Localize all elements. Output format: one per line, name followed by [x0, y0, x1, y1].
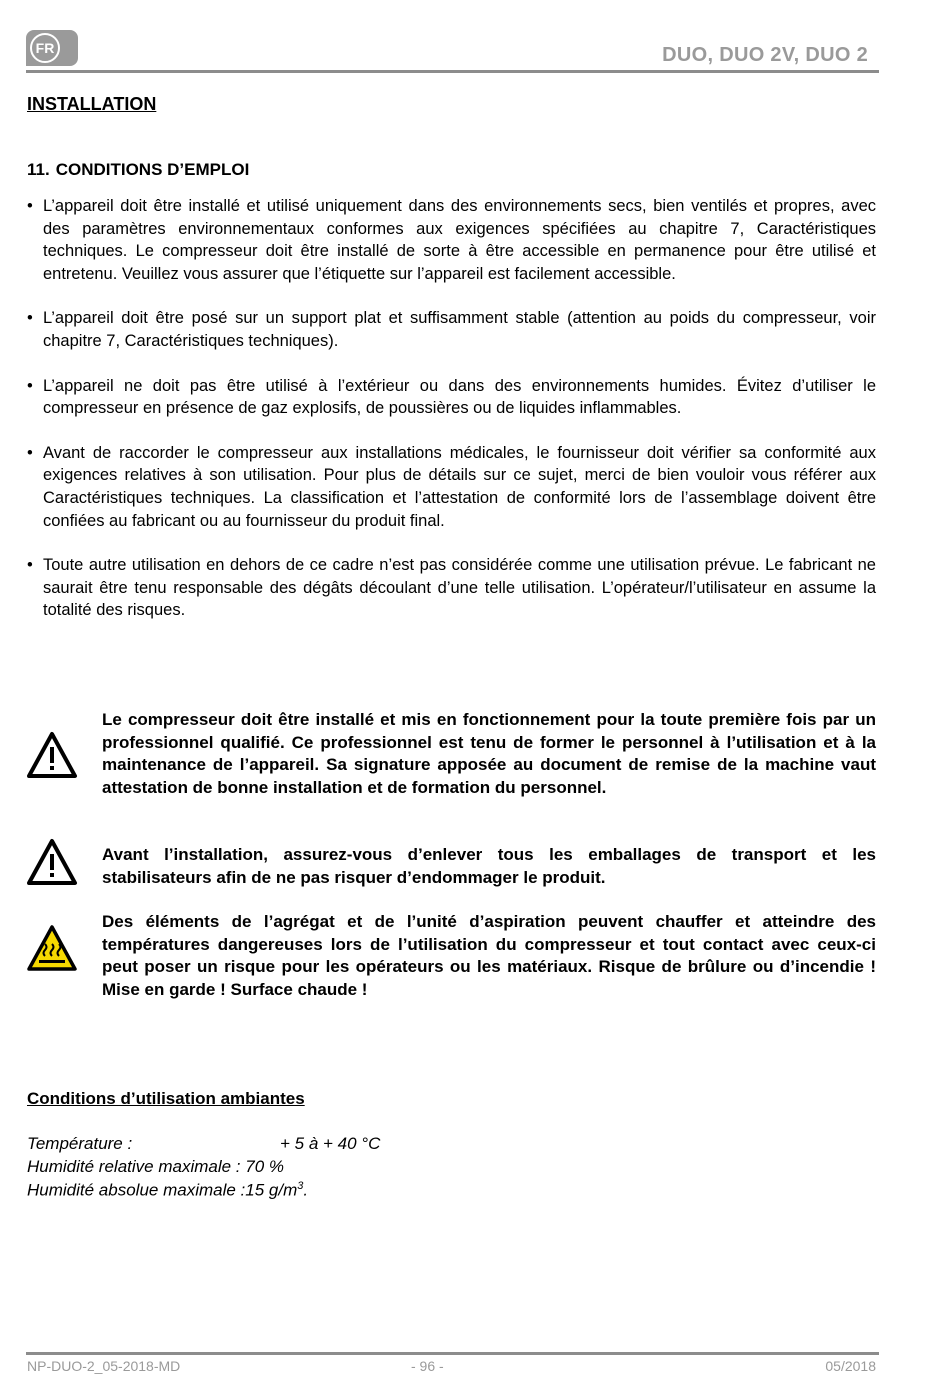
bullet-dot: •: [27, 309, 33, 328]
temperature-label: Température :: [27, 1134, 133, 1153]
relative-humidity-value: 70 %: [245, 1157, 284, 1176]
bullet-text: Avant de raccorder le compresseur aux installations médicales, le fournisseur doit vérifier sa conformité aux exigences relatives à son utilisation. Pour plus de détails sur ce sujet, merci de bien vouloir vous référer aux Caractéristiques techniques. La classification et l’attestation de conformité lors de l’assemblage doivent être confiées au fabricant ou au fournisseur du produit final.: [43, 443, 876, 530]
bullet-dot: •: [27, 556, 33, 575]
header-divider: [26, 70, 879, 73]
absolute-humidity-label: Humidité absolue maximale :: [27, 1180, 246, 1200]
footer-date: 05/2018: [825, 1358, 876, 1374]
chapter-title: CONDITIONS D’EMPLOI: [55, 160, 250, 179]
warning-icon: [26, 838, 78, 886]
bullet-dot: •: [27, 443, 33, 462]
bullet-text: Toute autre utilisation en dehors de ce cadre n’est pas considérée comme une utilisation prévue. Le fabricant ne saurait être tenu responsable des dégâts découlant d’une telle utilisation. L’opérateur/l’utilisateur en assume la totalité des risques.: [43, 556, 876, 620]
absolute-humidity-value: 15 g/m: [245, 1180, 298, 1200]
bullet-dot: •: [27, 376, 33, 395]
warning-text: Des éléments de l’agrégat et de l’unité d’aspiration peuvent chauffer et atteindre des températures dangereuses lors de l’utilisation du compresseur et tout contact avec ceux-ci peut poser un risque pour les opérateurs ou les matériaux. Risque de brûlure ou d’incendie ! Mise en garde ! Surface chaude !: [102, 912, 876, 999]
language-badge-label: FR: [30, 33, 60, 63]
footer-doc-code: NP-DUO-2_05-2018-MD: [27, 1358, 181, 1374]
hot-surface-icon: [26, 924, 78, 972]
list-item: [27, 554, 876, 622]
bullet-dot: •: [27, 197, 33, 215]
footer-page-number: - 96 -: [411, 1358, 444, 1374]
document-title: DUO, DUO 2V, DUO 2: [662, 44, 868, 66]
warning-text: Avant l’installation, assurez-vous d’enlever tous les emballages de transport et les stabilisateurs afin de ne pas risquer d’endommager le produit.: [102, 845, 876, 887]
bullet-text: L’appareil doit être posé sur un support plat et suffisamment stable (attention au poids du compresseur, voir chapitre 7, Caractéristiques techniques).: [43, 309, 876, 350]
temperature-row: [27, 1134, 380, 1154]
warning-text: Le compresseur doit être installé et mis en fonctionnement pour la toute première fois par un professionnel qualifié. Ce professionnel est tenu de former le personnel à l’utilisation et à la maintenance de l’appareil. Sa signature apposée au document de remise de la machine vaut attestation de bonne installation et de formation du personnel.: [102, 710, 876, 797]
list-item: [27, 307, 876, 352]
section-heading: INSTALLATION: [27, 94, 157, 114]
absolute-humidity-end: .: [303, 1180, 309, 1200]
language-badge: [26, 30, 78, 66]
warning-icon: [26, 731, 78, 779]
conditions-heading: Conditions d’utilisation ambiantes: [27, 1089, 305, 1108]
list-item: [27, 442, 876, 532]
absolute-humidity-exponent: 3: [297, 1180, 304, 1192]
list-item: [27, 195, 876, 285]
absolute-humidity-row: [27, 1180, 308, 1201]
relative-humidity-row: [27, 1157, 284, 1177]
bullet-list: [27, 195, 876, 644]
temperature-value: + 5 à + 40 °C: [280, 1134, 381, 1153]
bullet-text: L’appareil doit être installé et utilisé uniquement dans des environnements secs, bien ventilés et propres, avec des paramètres environnementaux conformes aux exigences spécifiées au chapitre 7, Caractéristiques techniques. Le compresseur doit être installé de sorte à être accessible en permanence pour être utilisé et entretenu. Veuillez vous assurer que l’étiquette sur l’appareil est facilement accessible.: [43, 197, 876, 283]
list-item: [27, 375, 876, 420]
relative-humidity-label: Humidité relative maximale :: [27, 1157, 241, 1176]
footer-divider: [26, 1352, 879, 1355]
chapter-heading: [27, 160, 255, 180]
bullet-text: L’appareil ne doit pas être utilisé à l’extérieur ou dans des environnements humides. Évitez d’utiliser le compresseur en présence de gaz explosifs, de poussières ou de liquides inflammables.: [43, 376, 876, 418]
chapter-number: 11.: [27, 160, 50, 179]
